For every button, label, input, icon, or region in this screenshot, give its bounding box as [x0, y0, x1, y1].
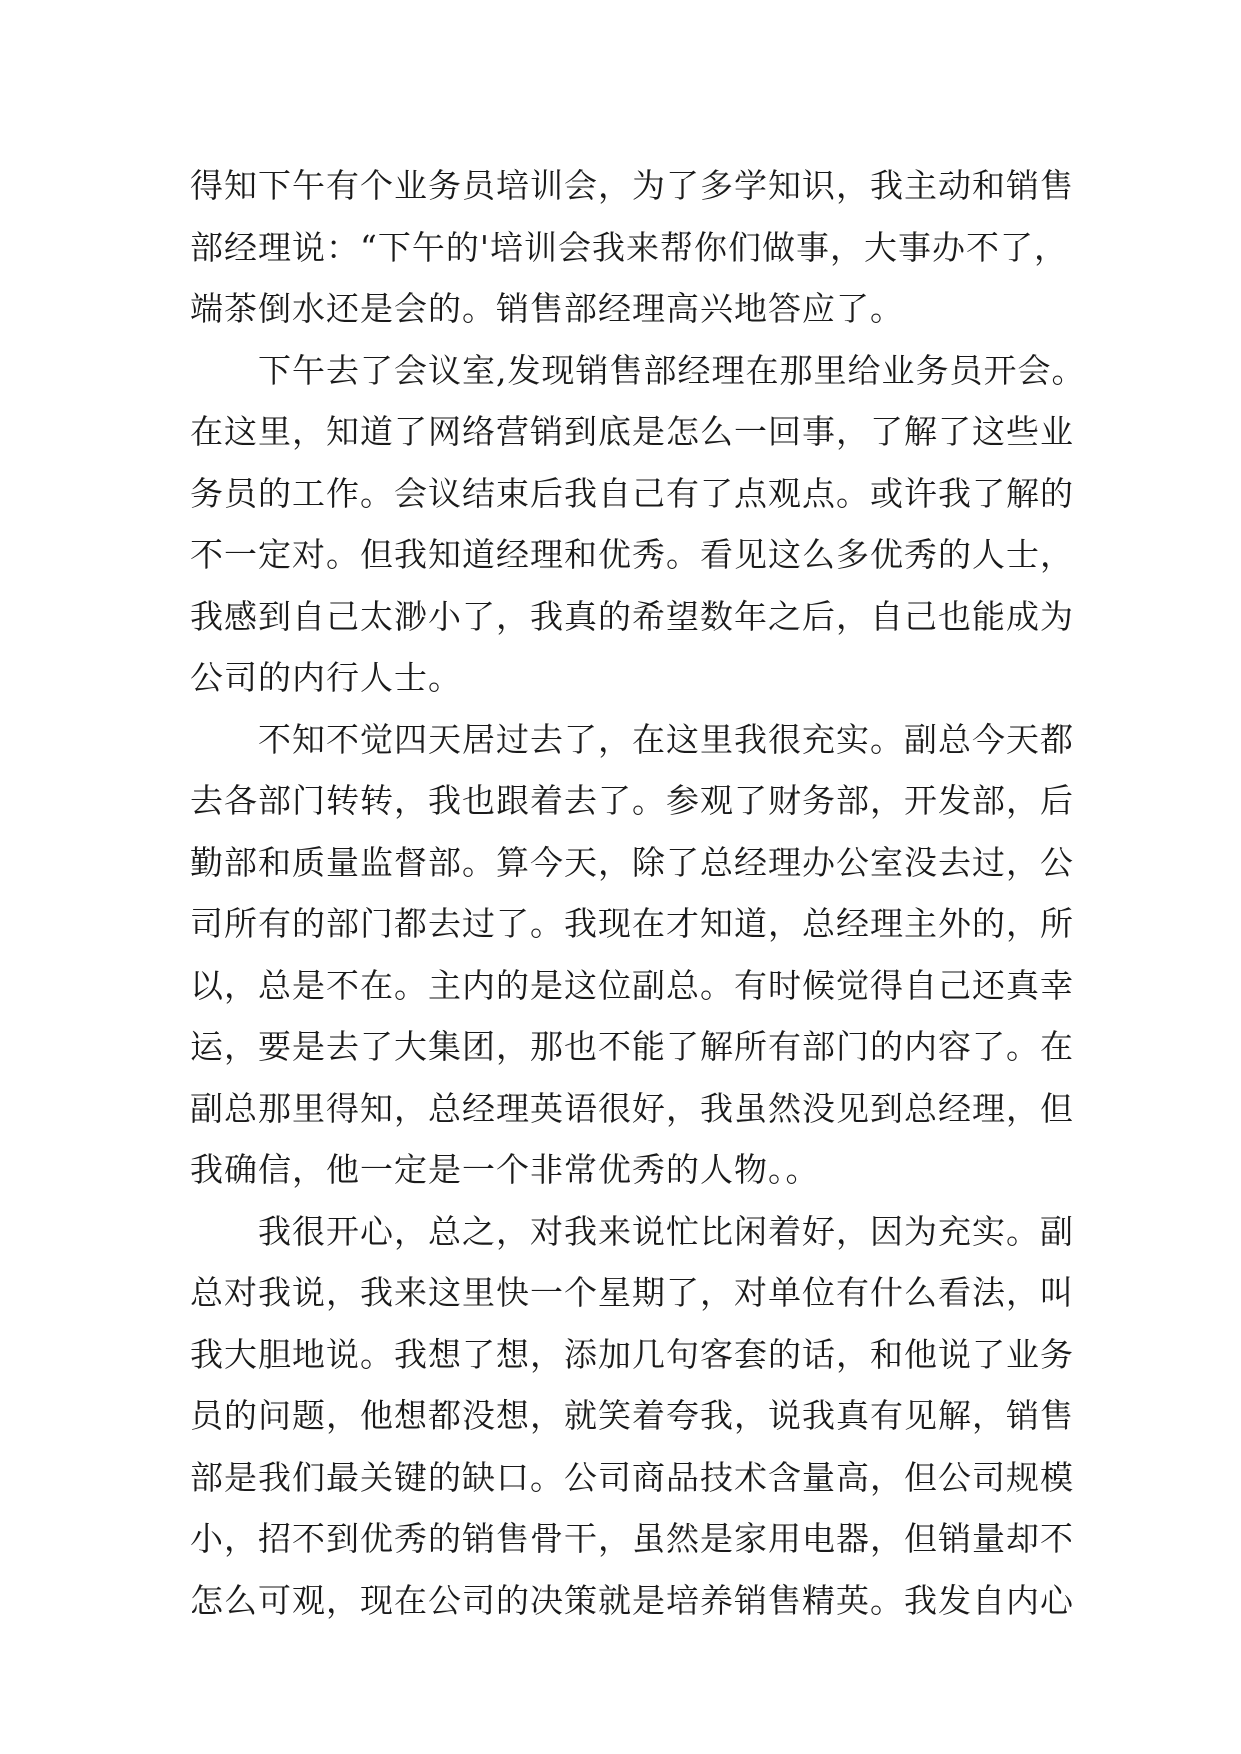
body-text [190, 155, 1086, 1631]
text-line: 务员的工作。会议结束后我自己有了点观点。或许我了解的 [190, 473, 1074, 513]
text-line: 得知下午有个业务员培训会，为了多学知识，我主动和销售 [190, 166, 1074, 205]
text-line: 去各部门转转，我也跟着去了。参观了财务部，开发部，后 [190, 781, 1074, 820]
text-line: 总对我说，我来这里快一个星期了，对单位有什么看法，叫 [190, 1273, 1074, 1312]
text-line: 部经理说：“下午的'培训会我来帮你们做事，大事办不了， [190, 227, 1068, 267]
text-line: 我感到自己太渺小了，我真的希望数年之后，自己也能成为 [190, 596, 1074, 636]
text-line: 司所有的部门都去过了。我现在才知道，总经理主外的，所 [190, 904, 1074, 943]
text-line: 在这里，知道了网络营销到底是怎么一回事，了解了这些业 [190, 412, 1074, 451]
text-line: 员的问题，他想都没想，就笑着夸我，说我真有见解，销售 [190, 1396, 1074, 1435]
text-line: 小，招不到优秀的销售骨干，虽然是家用电器，但销量却不 [190, 1519, 1074, 1558]
text-line: 我确信，他一定是一个非常优秀的人物。。 [190, 1150, 820, 1189]
text-line: 部是我们最关键的缺口。公司商品技术含量高，但公司规模 [190, 1457, 1074, 1497]
paragraph-first-line: 不知不觉四天居过去了，在这里我很充实。副总今天都 [258, 719, 1074, 759]
paragraph-first-line: 我很开心，总之，对我来说忙比闲着好，因为充实。副 [258, 1211, 1074, 1251]
paragraph-first-line: 下午去了会议室,发现销售部经理在那里给业务员开会。 [258, 350, 1086, 390]
text-line: 运，要是去了大集团，那也不能了解所有部门的内容了。在 [190, 1027, 1074, 1066]
text-line: 公司的内行人士。 [190, 658, 462, 697]
text-line: 勤部和质量监督部。算今天，除了总经理办公室没去过，公 [190, 842, 1074, 882]
text-line: 怎么可观，现在公司的决策就是培养销售精英。我发自内心 [190, 1580, 1074, 1620]
text-line: 副总那里得知，总经理英语很好，我虽然没见到总经理，但 [190, 1088, 1074, 1128]
text-line: 不一定对。但我知道经理和优秀。看见这么多优秀的人士， [190, 535, 1074, 574]
text-line: 我大胆地说。我想了想，添加几句客套的话，和他说了业务 [190, 1334, 1074, 1374]
text-line: 端茶倒水还是会的。销售部经理高兴地答应了。 [190, 289, 904, 328]
text-line: 以，总是不在。主内的是这位副总。有时候觉得自己还真幸 [190, 965, 1074, 1005]
